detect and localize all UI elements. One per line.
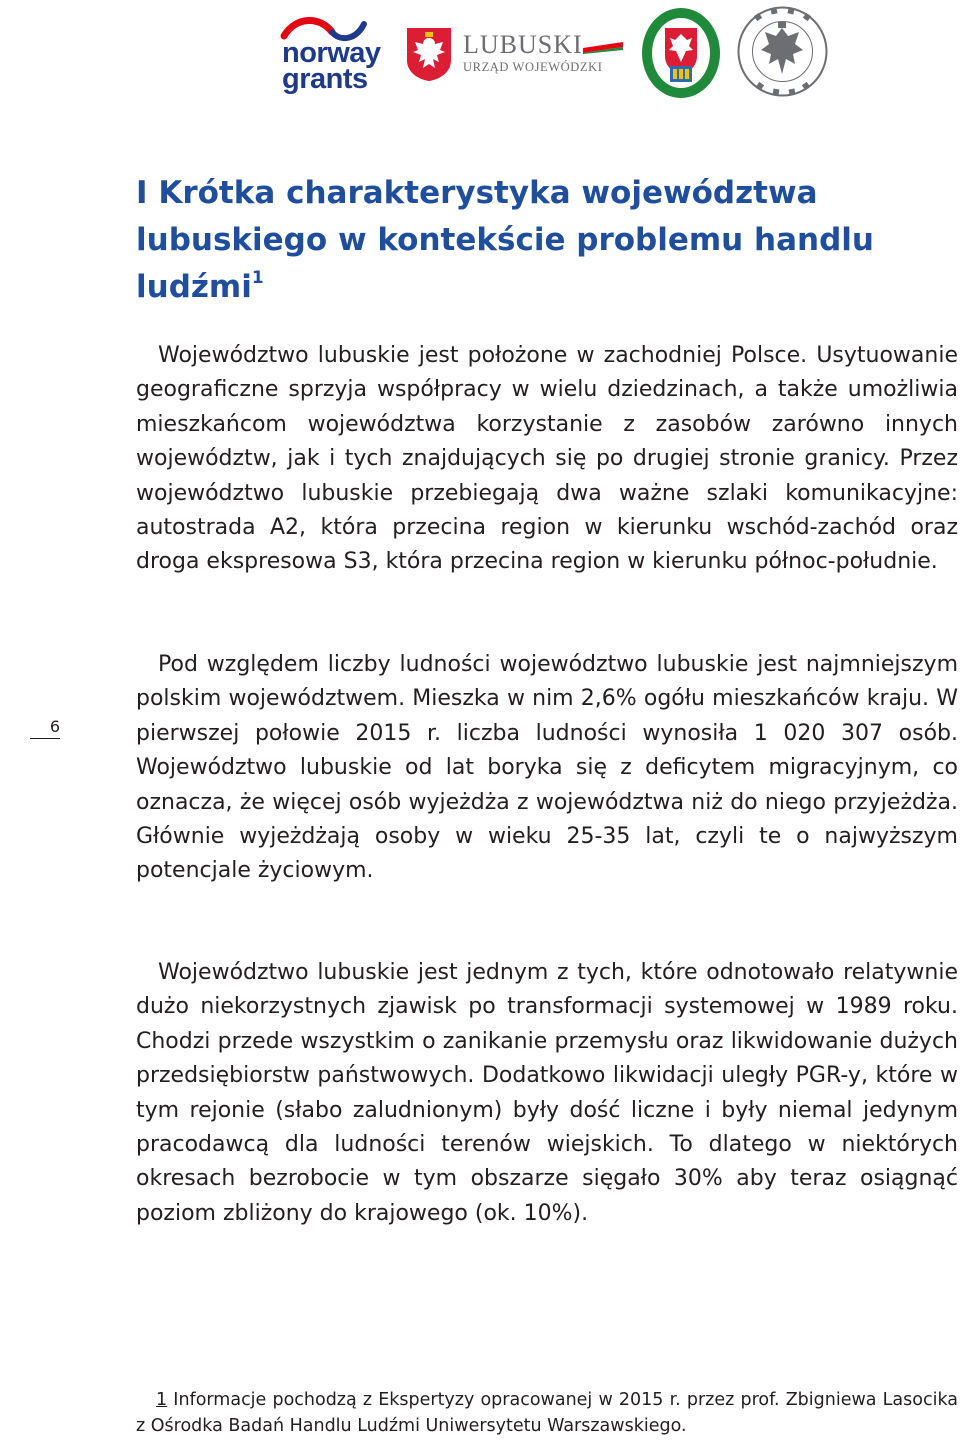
lubuski-subtitle: URZĄD WOJEWÓDZKI — [463, 60, 603, 74]
norway-grants-logo — [270, 12, 390, 94]
norway-word: norway — [282, 37, 381, 69]
footnote-reference[interactable]: 1 — [251, 268, 264, 288]
lubuski-flag-stripe-icon — [583, 42, 623, 54]
paragraph-location: Województwo lubuskie jest położone w zachodniej Polsce. Usytuowanie geograficzne sprzyja współpracy w wielu dziedzinach, a także umożliwia mieszkańcom województwa korzystanie z zasobów zarówno innych województw, jak i tych znajdujących się po drugiej stronie granicy. Przez województwo lubuskie przebiegają dwa ważne szlaki komunikacyjne: autostrada A2, która przecina region w kierunku wschód-zachód oraz droga ekspresowa S3, która przecina region w kierunku północ-południe. — [136, 343, 958, 575]
university-of-warsaw-seal-icon — [735, 4, 830, 99]
logo-bar — [0, 0, 960, 110]
footnote-mark: 1 — [156, 1390, 168, 1410]
page-number-rule — [30, 738, 60, 739]
chapter-title — [136, 170, 896, 311]
paragraph-transformation: Województwo lubuskie jest jednym z tych, które odnotowało relatywnie dużo niekorzystnych zjawisk po transformacji systemowej w 1989 roku. Chodzi przede wszystkim o zanikanie przemysłu oraz likwidowanie dużych przedsiębiorstw państwowych. Dodatkowo likwidacji uległy PGR-y, które w tym rejonie (słabo zaludnionym) były dość liczne i były niemal jedynym pracodawcą dla ludności terenów wiejskich. To dlatego w niektórych okresach bezrobocie w tym obszarze sięgało 30% aby teraz osiągnąć poziom zbliżony do krajowego (ok. 10%). — [136, 960, 958, 1226]
border-guard-logo — [640, 6, 722, 100]
paragraph-population: Pod względem liczby ludności województwo lubuskie jest najmniejszym polskim województwem. Mieszka w nim 2,6% ogółu mieszkańców kraju. W pierwszej połowie 2015 r. liczba ludności wynosiła 1 020 307 osób. Województwo lubuskie od lat boryka się z deficytem migracyjnym, co oznacza, że więcej osób wyjeżdża z województwa niż do niego przyjeżdża. Głównie wyjeżdżają osoby w wieku 25-35 lat, czyli te o najwyższym potencjale życiowym. — [136, 652, 958, 884]
university-of-warsaw-logo — [735, 4, 830, 99]
grants-word: grants — [282, 63, 368, 95]
polish-eagle-emblem-icon — [405, 26, 453, 82]
norway-grants-wordmark — [282, 37, 381, 95]
footnote — [136, 1387, 958, 1439]
chapter-title-text: I Krótka charakterystyka województwa lubuskiego w kontekście problemu handlu ludźmi — [136, 175, 874, 305]
border-guard-emblem-icon — [640, 6, 722, 100]
lubuski-urzad-logo — [405, 26, 625, 82]
footnote-text: Informacje pochodzą z Ekspertyzy opracowanej w 2015 r. przez prof. Zbigniewa Lasocika z Ośrodka Badań Handlu Ludźmi Uniwersytetu Warszawskiego. — [136, 1390, 958, 1436]
lubuski-wordmark — [463, 32, 603, 75]
lubuski-title: LUBUSKI — [463, 30, 583, 59]
page-number: 6 — [49, 717, 60, 736]
